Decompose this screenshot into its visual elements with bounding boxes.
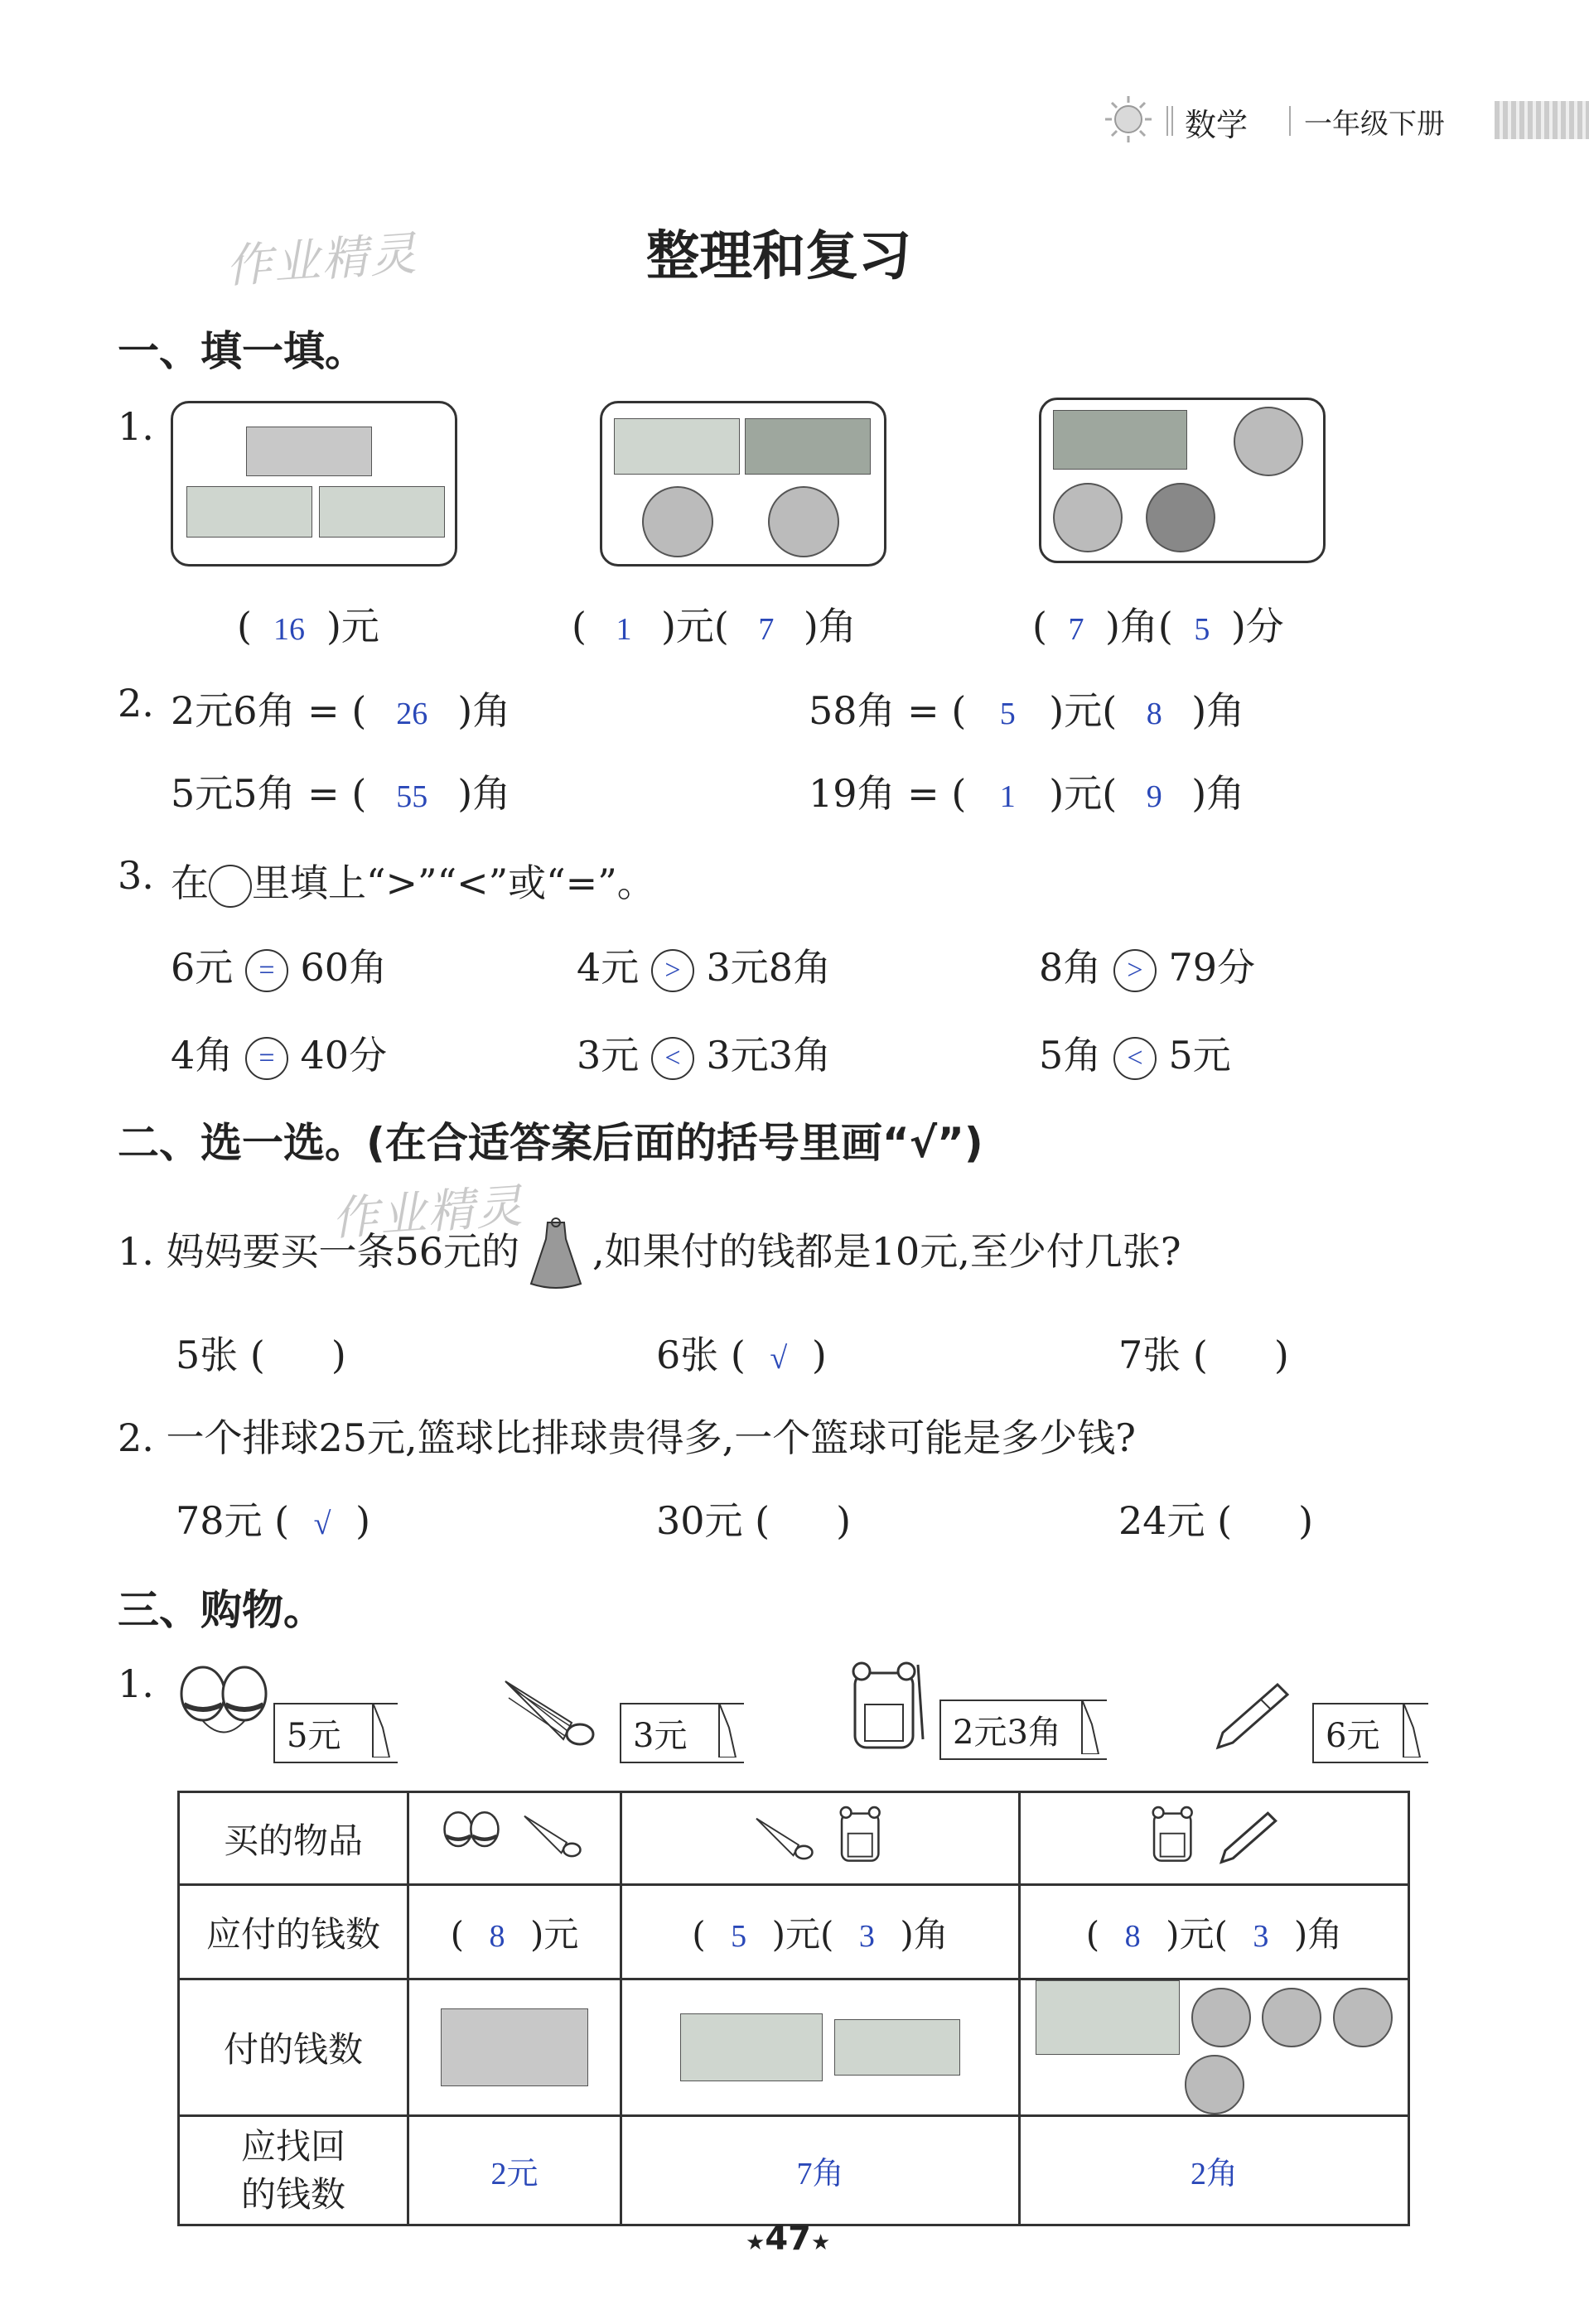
compare-circle: =	[245, 949, 288, 992]
header-subject: 数学	[1185, 107, 1248, 143]
fill-blank: ( 16 )元	[237, 604, 379, 649]
tag-notch	[1080, 1700, 1100, 1754]
gloves-icon	[438, 1806, 505, 1864]
price-tag: 5元	[273, 1703, 398, 1763]
answer: 7	[1068, 612, 1084, 647]
compare-item: 6元 = 60角	[171, 938, 387, 992]
option[interactable]: 5张 ( )	[176, 1333, 346, 1377]
compare-circle: <	[1113, 1037, 1157, 1080]
conversion: 19角 = ( 1 )元( 9 )角	[809, 771, 1245, 816]
banknote-5-jiao	[1053, 410, 1187, 470]
header-bar	[1102, 91, 1589, 149]
coin-1-yuan	[768, 486, 839, 557]
compare-circle: <	[651, 1037, 694, 1080]
items-cell	[621, 1792, 1020, 1885]
money-card	[600, 401, 886, 567]
row-label: 买的物品	[179, 1792, 408, 1885]
answer: 8	[1146, 697, 1162, 731]
items-cell	[408, 1792, 621, 1885]
conversion: 2元6角 = ( 26 )角	[171, 688, 511, 733]
tag-notch	[1402, 1703, 1422, 1757]
fill-blank: ( 7 )角( 5 )分	[1032, 604, 1284, 649]
price-tag: 3元	[620, 1703, 744, 1763]
compare-item: 3元 < 3元3角	[577, 1025, 831, 1080]
coin-1-jiao	[1191, 1988, 1251, 2047]
change-cell: 2元	[408, 2116, 621, 2225]
shuttlecock-icon	[748, 1808, 823, 1866]
money-card	[1039, 398, 1326, 563]
compare-item: 4角 = 40分	[171, 1025, 387, 1080]
paid-cell	[1020, 1979, 1409, 2116]
question-stem: 2. 一个排球25元,篮球比排球贵得多,一个篮球可能是多少钱?	[118, 1415, 1136, 1460]
answer: 5	[1194, 612, 1210, 647]
circle-blank-icon	[209, 865, 252, 908]
banknote-10	[246, 427, 372, 476]
pen-icon	[1215, 1808, 1282, 1866]
coin-5-fen	[1146, 483, 1215, 552]
backpack-icon	[1147, 1803, 1205, 1866]
dress-icon	[523, 1217, 589, 1292]
watermark: 作业精灵	[330, 1179, 526, 1247]
option[interactable]: 7张 ( )	[1118, 1333, 1289, 1377]
tag-notch	[371, 1703, 391, 1757]
header-grade: 一年级下册	[1304, 108, 1445, 141]
watermark: 作业精灵	[224, 226, 420, 295]
question-number: 1.	[118, 404, 154, 449]
shopping-table	[177, 1791, 1410, 2226]
answer: 26	[396, 697, 428, 731]
items-cell	[1020, 1792, 1409, 1885]
answer: 16	[273, 612, 305, 647]
answer: 5	[999, 697, 1016, 731]
conversion: 5元5角 = ( 55 )角	[171, 771, 511, 816]
coin-1-jiao	[1053, 483, 1123, 552]
compare-item: 4元 > 3元8角	[577, 938, 831, 992]
row-label: 付的钱数	[179, 1979, 408, 2116]
banknote-5-jiao	[745, 418, 871, 475]
option[interactable]: 6张 ( √ )	[656, 1333, 827, 1377]
row-label: 应付的钱数	[179, 1885, 408, 1979]
section-heading: 三、购物。	[118, 1586, 325, 1634]
coin-5-jiao	[1185, 2055, 1244, 2114]
compare-circle: >	[1113, 949, 1157, 992]
compare-circle: >	[651, 949, 694, 992]
header-sep	[1166, 106, 1173, 136]
question-stem: 1. 妈妈要买一条56元的 ,如果付的钱都是10元,至少付几张?	[118, 1217, 1181, 1292]
backpack-icon	[843, 1656, 935, 1756]
banknote-5	[680, 2013, 823, 2081]
section-heading: 一、填一填。	[118, 327, 366, 375]
coin-1-jiao	[1262, 1988, 1321, 2047]
table-row	[179, 2116, 1409, 2225]
banknote-5	[1036, 1980, 1180, 2055]
answer: 9	[1146, 779, 1162, 814]
tag-notch	[717, 1703, 737, 1757]
question-number: 3.	[118, 853, 154, 898]
row-label: 应找回 的钱数	[179, 2116, 408, 2225]
coin-1-yuan	[642, 486, 713, 557]
option[interactable]: 30元 ( )	[656, 1498, 852, 1543]
answer: 1	[999, 779, 1016, 814]
compare-circle: =	[245, 1037, 288, 1080]
banknote-5	[186, 486, 312, 538]
backpack-icon	[834, 1803, 892, 1866]
option[interactable]: 78元 ( √ )	[176, 1498, 371, 1543]
conversion: 58角 = ( 5 )元( 8 )角	[809, 688, 1245, 733]
change-cell: 2角	[1020, 2116, 1409, 2225]
answer: 7	[758, 612, 775, 647]
table-row	[179, 1885, 1409, 1979]
owed-cell: ( 8 )元	[408, 1885, 621, 1979]
page-number: ★47★	[746, 2220, 831, 2258]
change-cell: 7角	[621, 2116, 1020, 2225]
gloves-icon	[174, 1656, 273, 1748]
header-sep	[1289, 106, 1291, 136]
shuttlecock-icon	[497, 1665, 605, 1756]
answer: 1	[616, 612, 632, 647]
table-row	[179, 1979, 1409, 2116]
section-heading: 二、选一选。(在合适答案后面的括号里画“√”)	[118, 1119, 983, 1167]
banknote-1	[319, 486, 445, 538]
banknote-1	[834, 2019, 960, 2076]
answer: √	[770, 1341, 788, 1376]
pen-icon	[1211, 1678, 1294, 1753]
question-stem: 在 里填上“>”“<”或“=”。	[171, 853, 655, 908]
fill-blank: ( 1 )元( 7 )角	[572, 604, 857, 649]
owed-cell: ( 8 )元( 3 )角	[1020, 1885, 1409, 1979]
sun-icon	[1102, 94, 1155, 144]
banknote-10	[441, 2008, 588, 2086]
money-card	[171, 401, 457, 567]
question-number: 2.	[118, 681, 154, 726]
answer: √	[313, 1507, 331, 1541]
owed-cell: ( 5 )元( 3 )角	[621, 1885, 1020, 1979]
coin-1-jiao	[1234, 407, 1303, 476]
paid-cell	[408, 1979, 621, 2116]
paid-cell	[621, 1979, 1020, 2116]
banknote-1	[614, 418, 740, 475]
price-tag: 6元	[1312, 1703, 1428, 1763]
price-tag: 2元3角	[939, 1700, 1107, 1760]
shuttlecock-icon	[516, 1806, 591, 1864]
header-stripe	[1495, 101, 1589, 139]
question-number: 1.	[118, 1661, 154, 1706]
compare-item: 5角 < 5元	[1039, 1025, 1231, 1080]
table-row	[179, 1792, 1409, 1885]
coin-1-jiao	[1333, 1988, 1393, 2047]
compare-item: 8角 > 79分	[1039, 938, 1255, 992]
answer: 55	[396, 779, 428, 814]
page-title: 整理和复习	[646, 226, 911, 287]
option[interactable]: 24元 ( )	[1118, 1498, 1314, 1543]
